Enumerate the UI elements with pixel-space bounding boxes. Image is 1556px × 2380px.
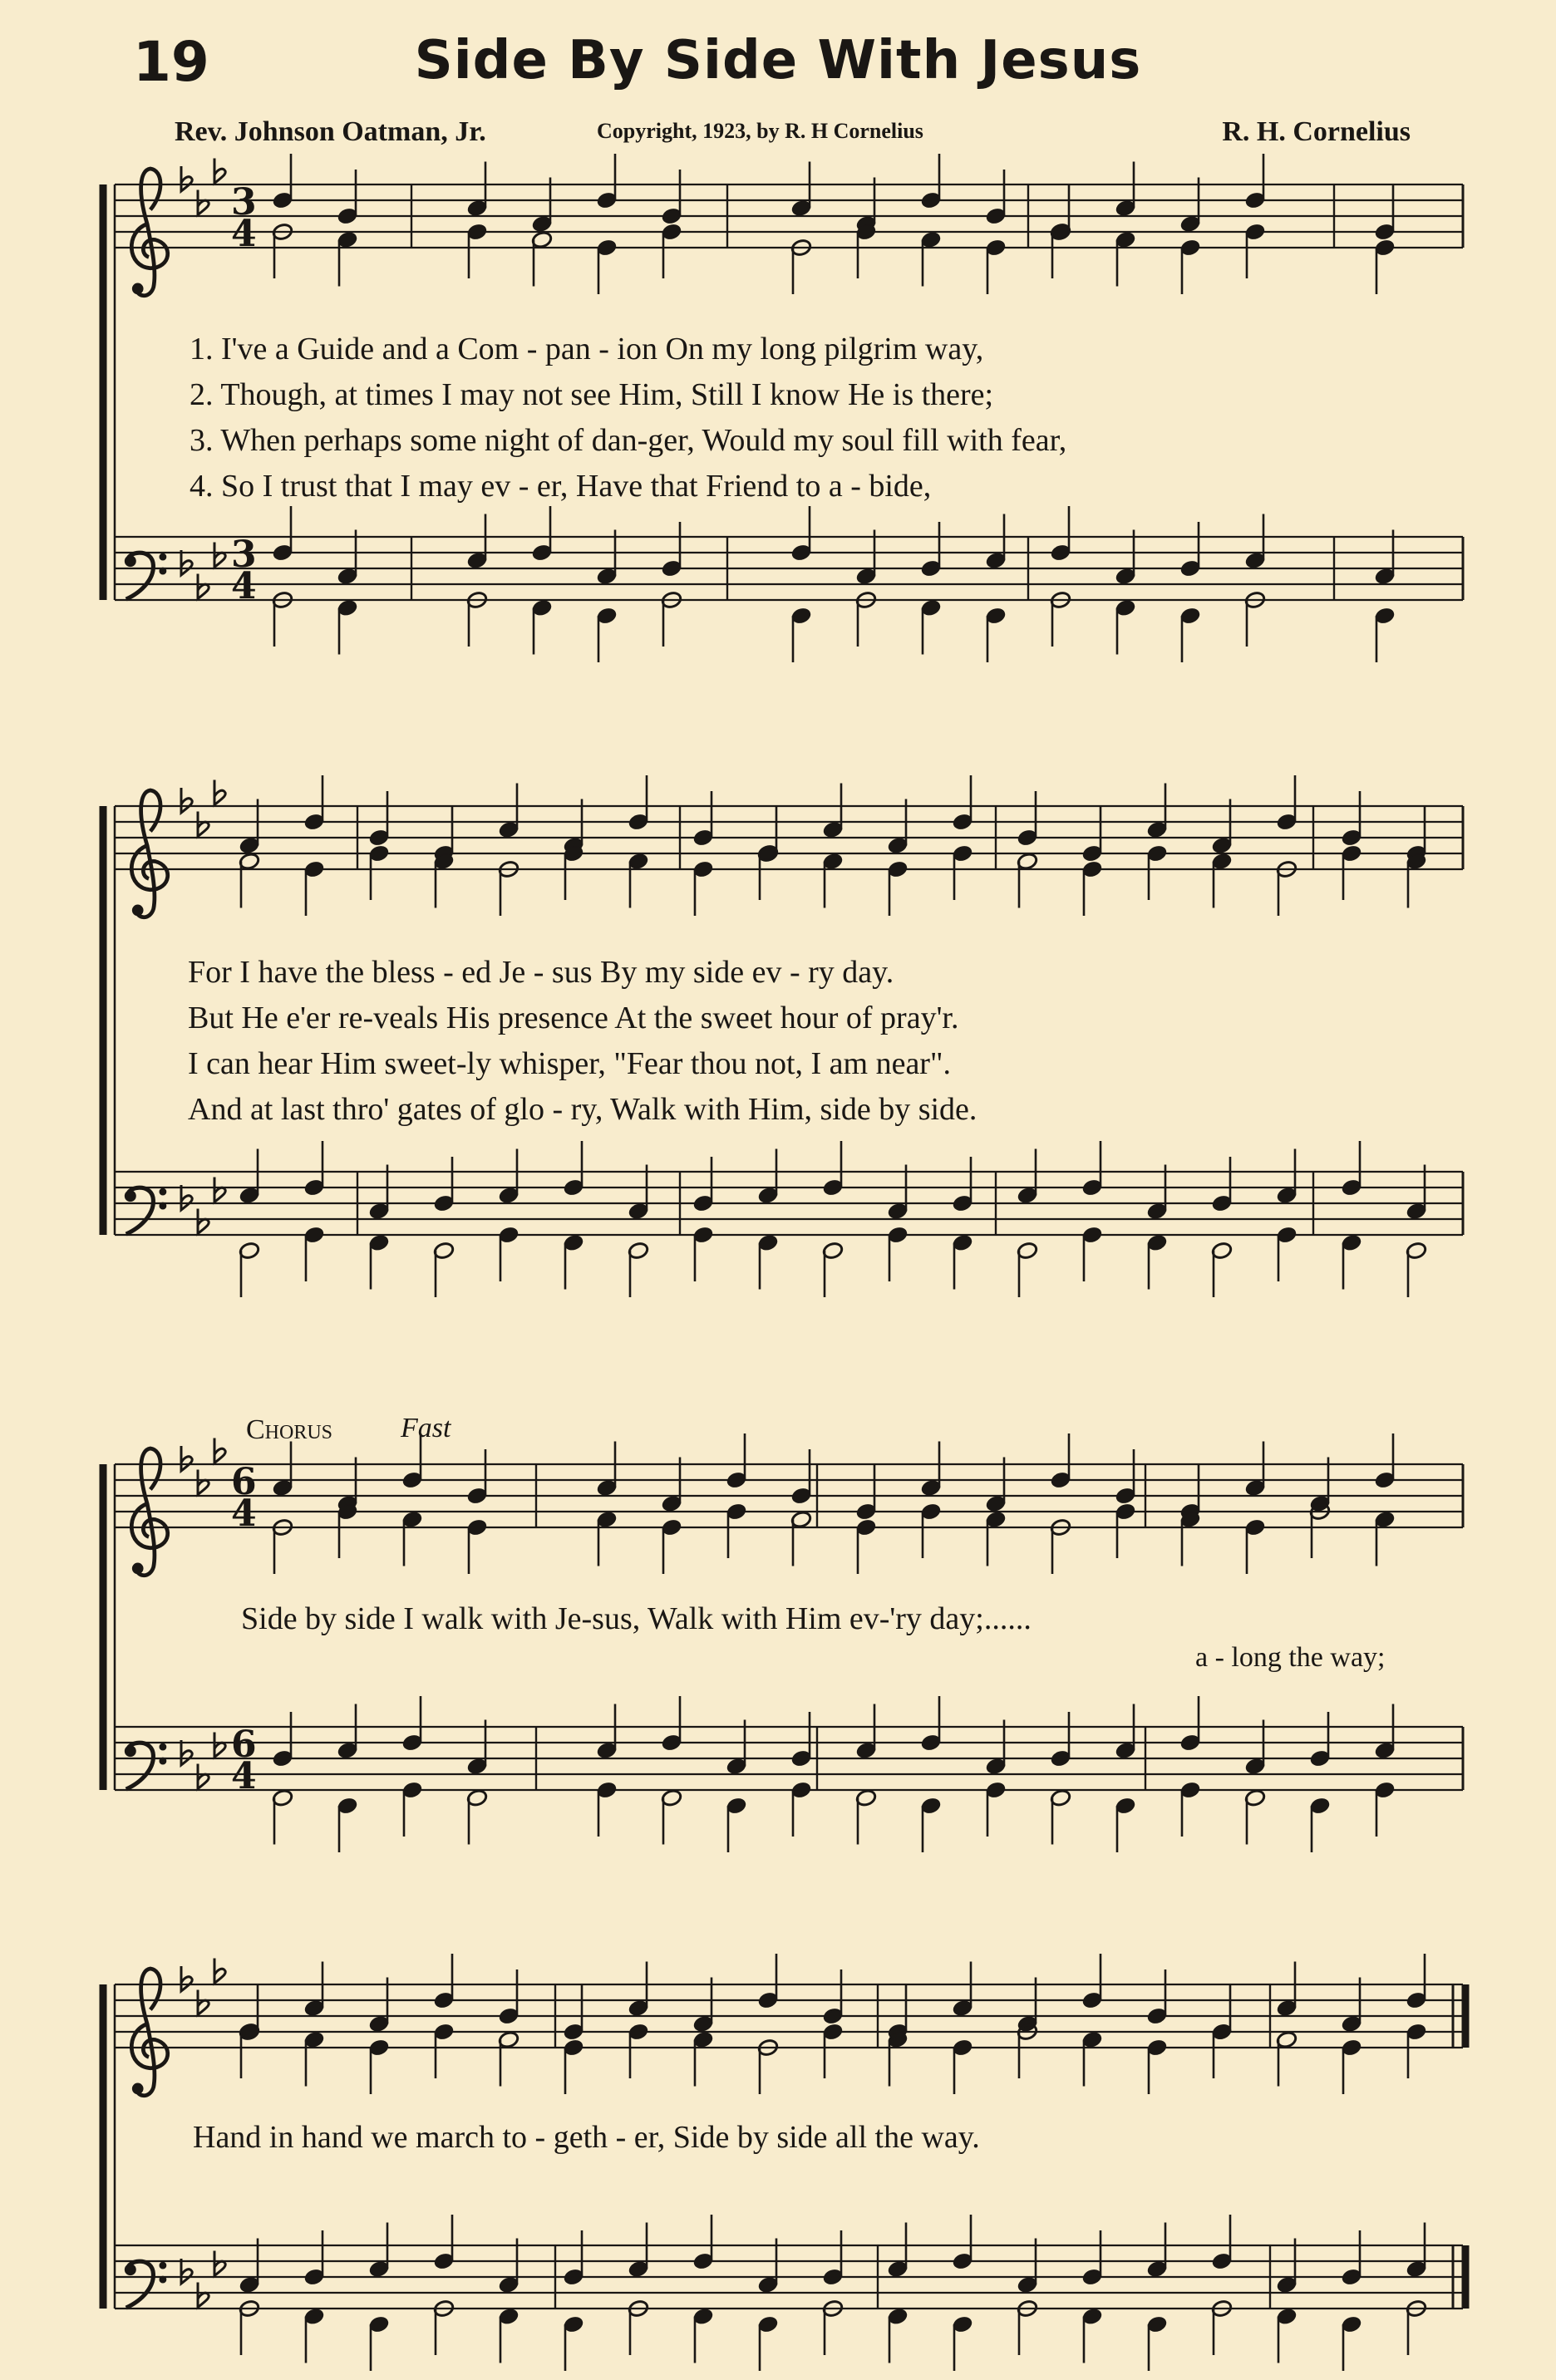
copyright-notice: Copyright, 1923, by R. H Cornelius xyxy=(597,119,923,143)
verse-2-line-b: But He e'er re-veals His presence At the sweet hour of pray'r. xyxy=(188,1001,959,1035)
flat-sign-icon xyxy=(214,1178,225,1202)
flat-sign-icon xyxy=(181,1740,192,1765)
bass-clef-icon xyxy=(126,553,165,599)
flat-sign-icon xyxy=(181,788,192,813)
flat-sign-icon xyxy=(198,1209,209,1234)
verse-1-line-a: 1. I've a Guide and a Com - pan - ion On my long pilgrim way, xyxy=(190,332,984,366)
tempo-marking: Fast xyxy=(401,1413,451,1443)
flat-sign-icon xyxy=(181,1966,192,1991)
verse-4-line-b: And at last thro' gates of glo - ry, Walk with Him, side by side. xyxy=(188,1092,977,1127)
time-signature-bottom: 4 xyxy=(231,1492,257,1535)
time-signature-top: 3 xyxy=(231,534,257,576)
hymn-number: 19 xyxy=(133,30,209,94)
flat-sign-icon xyxy=(198,1764,209,1789)
flat-sign-icon xyxy=(214,543,225,568)
bass-clef-icon xyxy=(126,2261,165,2308)
time-signature-bottom: 4 xyxy=(231,1755,257,1797)
lyricist-credit: Rev. Johnson Oatman, Jr. xyxy=(175,116,486,147)
chorus-echo: a - long the way; xyxy=(1195,1642,1386,1673)
bass-clef-icon xyxy=(126,1188,165,1234)
chorus-line-2: Hand in hand we march to - geth - er, Side by side all the way. xyxy=(193,2120,980,2155)
flat-sign-icon xyxy=(181,166,192,191)
time-signature-top: 3 xyxy=(231,181,257,224)
time-signature-bottom: 4 xyxy=(231,565,257,607)
flat-sign-icon xyxy=(198,190,209,215)
verse-3-line-a: 3. When perhaps some night of dan-ger, Would my soul fill with fear, xyxy=(190,423,1067,458)
verse-3-line-b: I can hear Him sweet-ly whisper, "Fear thou not, I am near". xyxy=(188,1046,951,1081)
time-signature-bottom: 4 xyxy=(231,213,257,255)
verse-4-line-a: 4. So I trust that I may ev - er, Have that Friend to a - bide, xyxy=(190,469,932,504)
flat-sign-icon xyxy=(198,812,209,837)
flat-sign-icon xyxy=(214,780,225,805)
bass-clef-icon xyxy=(126,1743,165,1789)
time-signature-top: 6 xyxy=(231,1724,257,1766)
flat-sign-icon xyxy=(181,1185,192,1210)
time-signature-top: 6 xyxy=(231,1461,257,1503)
flat-sign-icon xyxy=(214,1959,225,1984)
flat-sign-icon xyxy=(214,159,225,184)
flat-sign-icon xyxy=(181,550,192,575)
hymn-title: Side By Side With Jesus xyxy=(414,30,1142,91)
flat-sign-icon xyxy=(181,2259,192,2284)
verse-1-line-b: For I have the bless - ed Je - sus By my side ev - ry day. xyxy=(188,955,894,990)
composer-credit: R. H. Cornelius xyxy=(1222,116,1411,147)
flat-sign-icon xyxy=(214,1438,225,1463)
flat-sign-icon xyxy=(198,2283,209,2308)
chorus-label: Chorus xyxy=(246,1414,333,1445)
flat-sign-icon xyxy=(198,574,209,599)
flat-sign-icon xyxy=(214,1733,225,1758)
flat-sign-icon xyxy=(198,1470,209,1495)
verse-2-line-a: 2. Though, at times I may not see Him, Still I know He is there; xyxy=(190,377,994,412)
flat-sign-icon xyxy=(198,1990,209,2015)
chorus-line-1: Side by side I walk with Je-sus, Walk with Him ev-'ry day;...... xyxy=(241,1601,1032,1636)
flat-sign-icon xyxy=(214,2251,225,2276)
flat-sign-icon xyxy=(181,1446,192,1471)
